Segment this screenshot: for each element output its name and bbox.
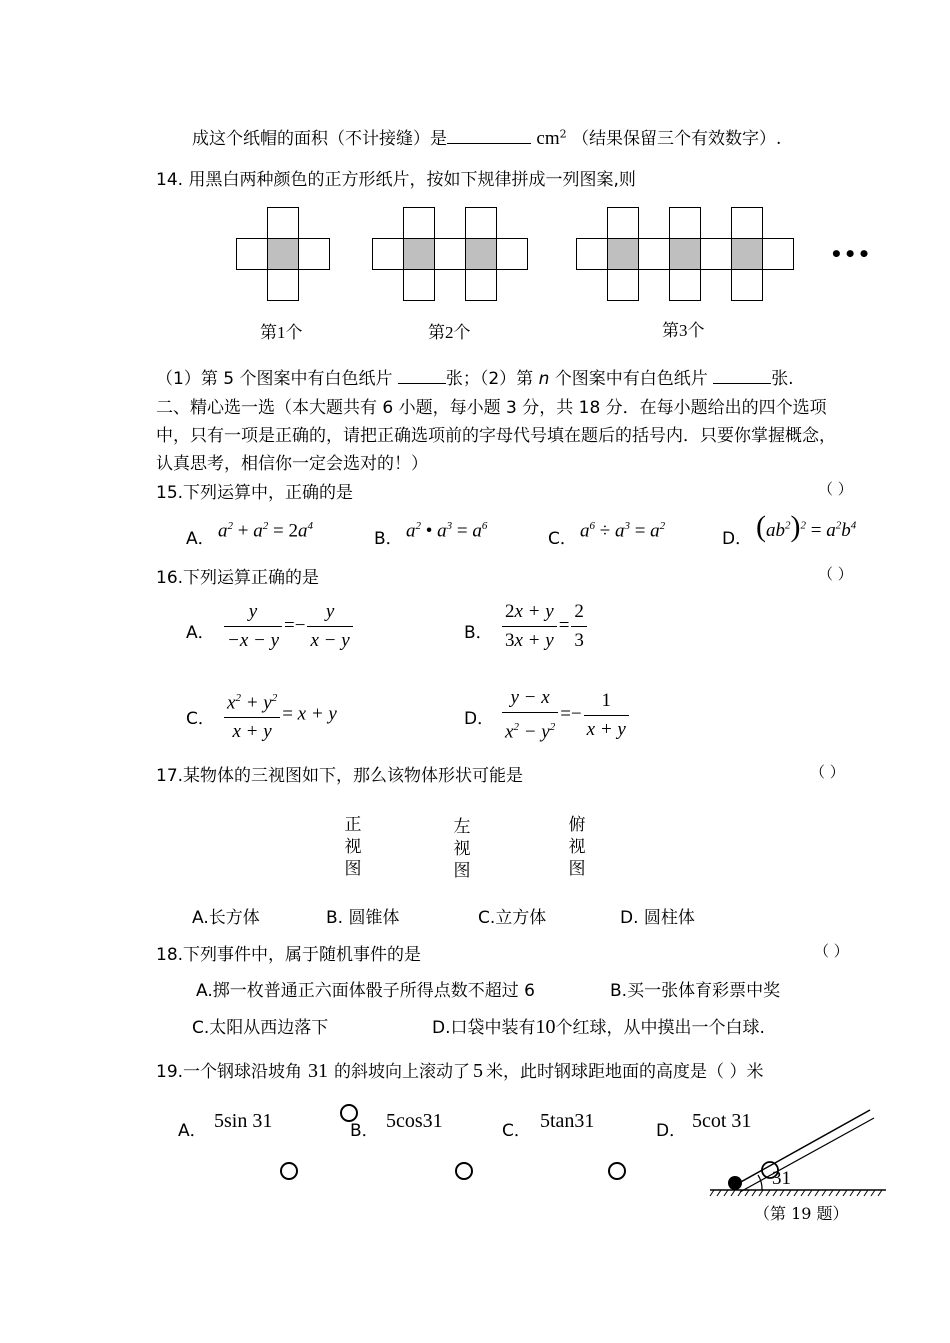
section2-line1: 二、精心选一选（本大题共有 6 小题，每小题 3 分，共 18 分．在每小题给出的四个选项 xyxy=(156,398,827,418)
q17-stem: 17.某物体的三视图如下，那么该物体形状可能是 xyxy=(156,766,524,786)
q15-option-b-formula: $a^2$ • $a^3 = a^6$ xyxy=(406,520,488,542)
tile xyxy=(669,269,701,301)
q16-option-a-label: A． xyxy=(186,623,215,643)
q19-option-a-value: 5sin 31 xyxy=(214,1110,273,1132)
front-view-label: 正 视 图 xyxy=(344,815,362,879)
q19-figure-caption: （第 19 题） xyxy=(754,1204,849,1223)
q15-option-d-formula: $(ab^2)^2 = a^2b^4$ xyxy=(756,510,857,543)
degree-ring-icon xyxy=(455,1162,473,1180)
q17-option-c: C.立方体 xyxy=(478,908,547,928)
q19-distance: 5 xyxy=(473,1060,484,1082)
q19-option-a-label: A． xyxy=(178,1121,207,1141)
q16-option-a-formula: $\frac{y}{-x - y}$ =− $\frac{y}{x - y}$ xyxy=(222,598,355,655)
tile-gray xyxy=(731,238,763,270)
degree-ring-icon xyxy=(608,1162,626,1180)
q15-stem: 15.下列运算中，正确的是 xyxy=(156,483,354,503)
tile-gray xyxy=(403,238,435,270)
q16-option-c-label: C． xyxy=(186,709,215,729)
q14-sub2-text-b: 个图案中有白色纸片 xyxy=(554,369,708,389)
tile xyxy=(669,207,701,239)
q15-option-c-label: C． xyxy=(548,529,577,549)
q15-option-a-label: A． xyxy=(186,529,215,549)
tile-gray xyxy=(465,238,497,270)
q16-option-b-formula: $\frac{2x + y}{3x + y}$ = $\frac{2}{3}$ xyxy=(500,598,589,655)
q18-answer-paren: （ ） xyxy=(814,942,849,960)
pattern-caption-1: 第1个 xyxy=(260,323,303,342)
tile xyxy=(434,238,466,270)
pattern-caption-3: 第3个 xyxy=(662,321,705,340)
q14-stem: 14. 用黑白两种颜色的正方形纸片，按如下规律拼成一列图案,则 xyxy=(156,170,636,190)
q15-option-a-formula: $a^2 + a^2 = 2a^4$ xyxy=(218,520,313,542)
q19-slope-figure xyxy=(700,1100,900,1200)
q18-stem: 18.下列事件中，属于随机事件的是 xyxy=(156,945,422,965)
tile xyxy=(576,238,608,270)
q13-answer-blank xyxy=(447,143,531,144)
q15-answer-paren: （ ） xyxy=(818,480,853,498)
tile xyxy=(372,238,404,270)
q18-option-a: A.掷一枚普通正六面体骰子所得点数不超过 6 xyxy=(196,981,535,1001)
q19-option-c-label: C． xyxy=(502,1121,531,1141)
q19-option-b-value: 5cos31 xyxy=(386,1110,443,1132)
q16-stem: 16.下列运算正确的是 xyxy=(156,568,320,588)
tile xyxy=(700,238,732,270)
q13-note: （结果保留三个有效数字）. xyxy=(572,129,782,149)
q18-option-c: C.太阳从西边落下 xyxy=(192,1018,329,1038)
q17-option-a: A.长方体 xyxy=(192,908,260,928)
ellipsis-dots: ••• xyxy=(830,242,872,266)
tile xyxy=(298,238,330,270)
q16-option-c-formula: $\frac{x^2 + y^2}{x + y}$ = x + y xyxy=(222,684,337,746)
q17-option-b: B. 圆锥体 xyxy=(326,908,400,928)
q15-option-c-formula: $a^6 \div a^3 = a^2$ xyxy=(580,520,666,542)
q14-sub2-text: 张；（2）第 xyxy=(445,369,534,389)
top-view-label: 俯 视 图 xyxy=(568,815,586,879)
q17-option-d: D. 圆柱体 xyxy=(620,908,695,928)
tile-gray xyxy=(607,238,639,270)
side-view-label: 左 视 图 xyxy=(453,817,471,881)
tile xyxy=(607,269,639,301)
q19-figure-angle: 31 xyxy=(772,1168,791,1189)
tile xyxy=(267,269,299,301)
q16-answer-paren: （ ） xyxy=(818,565,853,583)
tile-gray xyxy=(267,238,299,270)
tile xyxy=(731,207,763,239)
tile-gray xyxy=(669,238,701,270)
tile xyxy=(465,269,497,301)
q13-unit-sup: 2 xyxy=(559,127,567,141)
q19-stem: 19.一个钢球沿坡角 31 的斜坡向上滚动了 5 米，此时钢球距地面的高度是（ ）米 xyxy=(156,1060,764,1082)
q13-unit: cm xyxy=(536,128,560,149)
q14-sub2-end: 张. xyxy=(771,369,794,389)
degree-ring-icon xyxy=(340,1104,358,1122)
tile xyxy=(496,238,528,270)
tile xyxy=(731,269,763,301)
q14-sub2-blank xyxy=(713,383,771,384)
pattern-caption-2: 第2个 xyxy=(428,323,471,342)
tile xyxy=(403,269,435,301)
q17-answer-paren: （ ） xyxy=(810,763,845,781)
q16-option-d-formula: $\frac{y - x}{x^2 - y^2}$ =− $\frac{1}{x + y}$ xyxy=(500,684,631,746)
tile xyxy=(267,207,299,239)
tile xyxy=(607,207,639,239)
q14-subquestions xyxy=(156,364,794,389)
q13-tail-text: 成这个纸帽的面积（不计接缝）是 xyxy=(192,129,447,149)
degree-ring-icon xyxy=(280,1162,298,1180)
q18-option-d: D.口袋中装有10个红球，从中摸出一个白球. xyxy=(432,1016,765,1038)
ten-count: 10 xyxy=(535,1016,556,1038)
tile xyxy=(465,207,497,239)
q19-option-d-label: D． xyxy=(656,1121,687,1141)
variable-n: n xyxy=(538,369,550,389)
section2-line2: 中，只有一项是正确的，请把正确选项前的字母代号填在题后的括号内．只要你掌握概念， xyxy=(156,426,836,446)
q14-sub1-blank xyxy=(398,383,446,384)
q19-option-d-value: 5cot 31 xyxy=(692,1110,752,1132)
q15-option-b-label: B． xyxy=(374,529,403,549)
q13-tail-line xyxy=(192,124,781,150)
q19-option-b-label: B． xyxy=(350,1121,379,1141)
q18-option-b: B.买一张体育彩票中奖 xyxy=(610,981,781,1001)
q14-sub1-text: （1）第 5 个图案中有白色纸片 xyxy=(156,369,393,389)
q19-option-c-value: 5tan31 xyxy=(540,1110,595,1132)
tile xyxy=(638,238,670,270)
q16-option-d-label: D． xyxy=(464,709,495,729)
section2-line3: 认真思考，相信你一定会选对的！） xyxy=(156,454,428,474)
tile xyxy=(762,238,794,270)
tile xyxy=(236,238,268,270)
q19-angle: 31 xyxy=(308,1060,329,1082)
q16-option-b-label: B． xyxy=(464,623,493,643)
tile xyxy=(403,207,435,239)
q15-option-d-label: D． xyxy=(722,529,753,549)
